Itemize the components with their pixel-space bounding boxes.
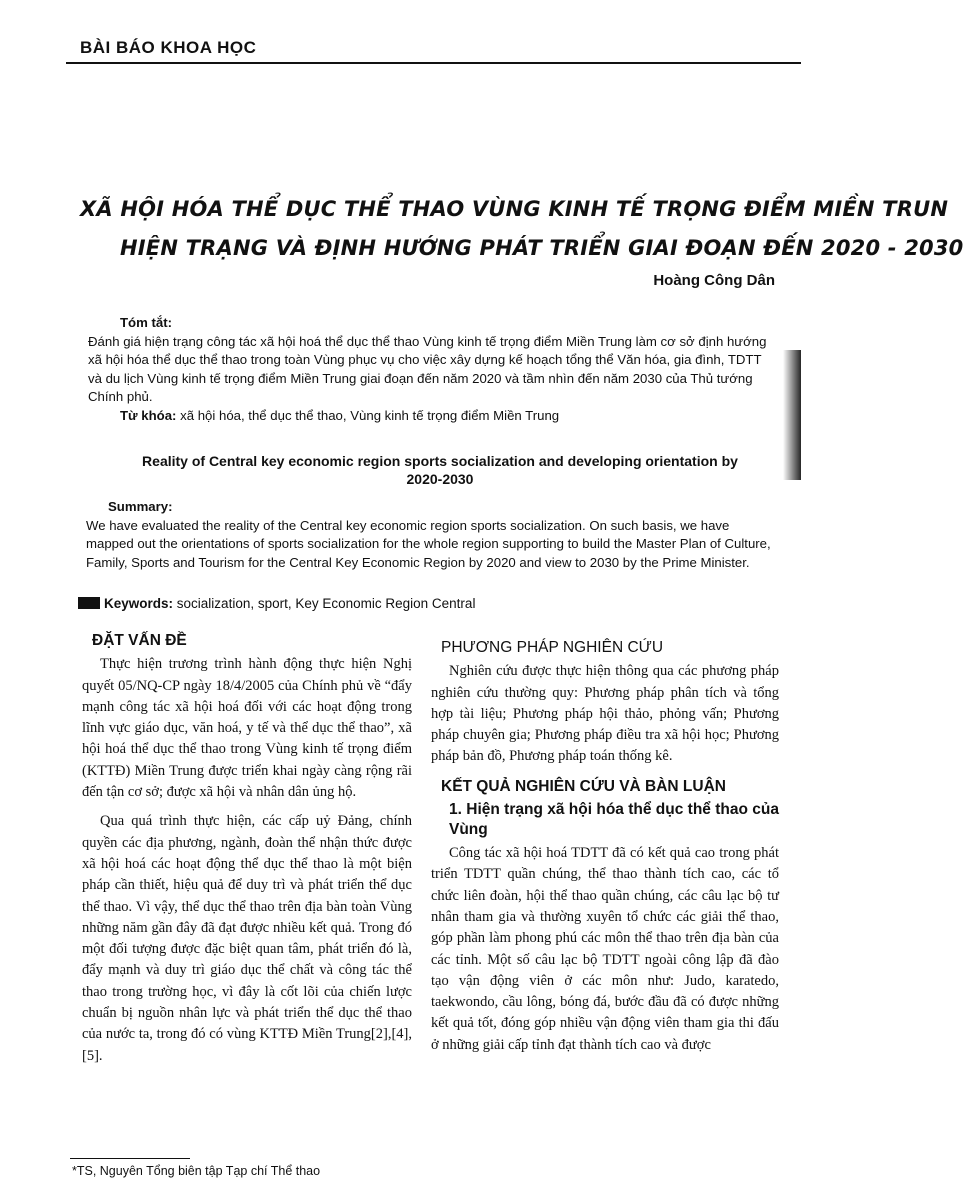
keywords-text: xã hội hóa, thể dục thể thao, Vùng kinh tế trọng điểm Miền Trung <box>180 407 560 423</box>
article-title-line2: HIỆN TRẠNG VÀ ĐỊNH HƯỚNG PHÁT TRIỂN GIAI ĐOẠN ĐẾN 2020 - 2030 <box>120 236 963 260</box>
keywords-marker <box>78 597 100 609</box>
methods-paragraph: Nghiên cứu được thực hiện thông qua các phương pháp nghiên cứu thường quy: Phương pháp phân tích và tổng hợp tài liệu; Phương pháp hội thảo, phỏng vấn; Phương pháp chuyên gia; Phương pháp điều tra xã hội học; Phương pháp bản đồ, Phương pháp toán thống kê. <box>431 663 779 765</box>
section-label: BÀI BÁO KHOA HỌC <box>80 38 257 57</box>
article-title-line1: XÃ HỘI HÓA THỂ DỤC THỂ THAO VÙNG KINH TẾ TRỌNG ĐIỂM MIỀN TRUN <box>80 197 949 221</box>
english-keywords-line <box>104 596 475 611</box>
summary-body: We have evaluated the reality of the Central key economic region sports socialization. On such basis, we have mapped out the orientations of sports socialization for the whole region supporting to build the Master Plan of Culture, Family, Sports and Tourism for the Central Key Economic Region by 2020 and view to 2030 by the Prime Minister. <box>86 517 771 570</box>
intro-paragraph-2: Qua quá trình thực hiện, các cấp uỷ Đảng, chính quyền các địa phương, ngành, đoàn thể nhận thức được xã hội hoá các hoạt động thể dục thể thao là một biện pháp cần thiết, hiệu quả để duy trì và phát triển thể dục thể thao. Vì vậy, thể dục thể thao trên địa bàn toàn Vùng những năm gần đây đã đạt được nhiều kết quả. Trong đó một đối tượng được đặc biệt quan tâm, phát triển đó là, đẩy mạnh và duy trì giáo dục thể chất và công tác thể thao trong trường học, vì đây là cốt lõi của chiến lược chuẩn bị nguồn nhân lực và phát triển thể dục thể thao của nước ta, trong đó có vùng KTTĐ Miền Trung[2],[4],[5]. <box>82 813 412 1064</box>
results-paragraph: Công tác xã hội hoá TDTT đã có kết quả cao trong phát triển TDTT quần chúng, thể thao thành tích cao, các tổ chức liên đoàn, hội thể thao quần chúng, các câu lạc bộ tư nhân tham gia và thường xuyên tổ chức các giải thể thao, góp phần làm phong phú các môn thể thao trên địa bàn của các tỉnh. Một số câu lạc bộ TDTT ngoài công lập đã đào tạo vận động viên ở các môn như: Judo, karatedo, taekwondo, cầu lông, bóng đá, bước đầu đã có được những kết quả tốt, đóng góp nhiều vận động viên tham gia thi đấu ở những giải cấp tỉnh đạt thành tích cao và được <box>431 845 779 1053</box>
abstract-label: Tóm tắt: <box>120 315 173 330</box>
results-heading: KẾT QUẢ NGHIÊN CỨU VÀ BÀN LUẬN <box>441 777 726 795</box>
methods-heading: PHƯƠNG PHÁP NGHIÊN CỨU <box>441 639 664 656</box>
intro-paragraph-1: Thực hiện trương trình hành động thực hiện Nghị quyết 05/NQ-CP ngày 18/4/2005 của Chính phủ về “đẩy mạnh công tác xã hội hoá đối với các hoạt động trong lĩnh vực giáo dục, văn hoá, y tế và thể dục thể thao”, xã hội hoá thể dục thể thao trong Vùng kinh tế trọng điểm (KTTĐ) Miền Trung được triển khai ngày càng rộng rãi đến tận cơ sở; được xã hội và nhân dân ủng hộ. <box>82 656 412 801</box>
results-subheading: 1. Hiện trạng xã hội hóa thể dục thể thao của Vùng <box>449 801 779 839</box>
footnote: *TS, Nguyên Tổng biên tập Tạp chí Thể thao <box>72 1164 321 1178</box>
author-name: Hoàng Công Dân <box>653 272 775 289</box>
left-column <box>82 630 412 1075</box>
footnote-rule <box>70 1158 190 1159</box>
intro-heading: ĐẶT VẤN ĐỀ <box>92 632 187 649</box>
header-rule <box>66 62 801 64</box>
english-title: Reality of Central key economic region sports socialization and developing orientation by 2020-2030 <box>142 453 738 487</box>
right-column <box>431 637 779 1064</box>
keywords-label: Từ khóa: <box>120 407 177 423</box>
scan-edge-shadow <box>783 350 801 480</box>
abstract-body: Đánh giá hiện trạng công tác xã hội hoá thể dục thể thao Vùng kinh tế trọng điểm Miền Trung làm cơ sở định hướng xã hội hóa thể dục thể thao trong toàn Vùng phục vụ cho việc xây dựng kế hoạch tổng thể Văn hóa, gia đình, TDTT và du lịch Vùng kinh tế trọng điểm Miền Trung giai đoạn đến năm 2020 và tầm nhìn đến năm 2030 của Thủ tướng Chính phủ. <box>88 333 767 404</box>
english-keywords-label: Keywords: <box>104 596 174 611</box>
vietnamese-abstract <box>88 314 778 425</box>
english-abstract <box>86 498 780 572</box>
english-keywords-text: socialization, sport, Key Economic Region Central <box>176 596 476 611</box>
keywords-line <box>120 407 778 426</box>
summary-label: Summary: <box>108 499 173 514</box>
